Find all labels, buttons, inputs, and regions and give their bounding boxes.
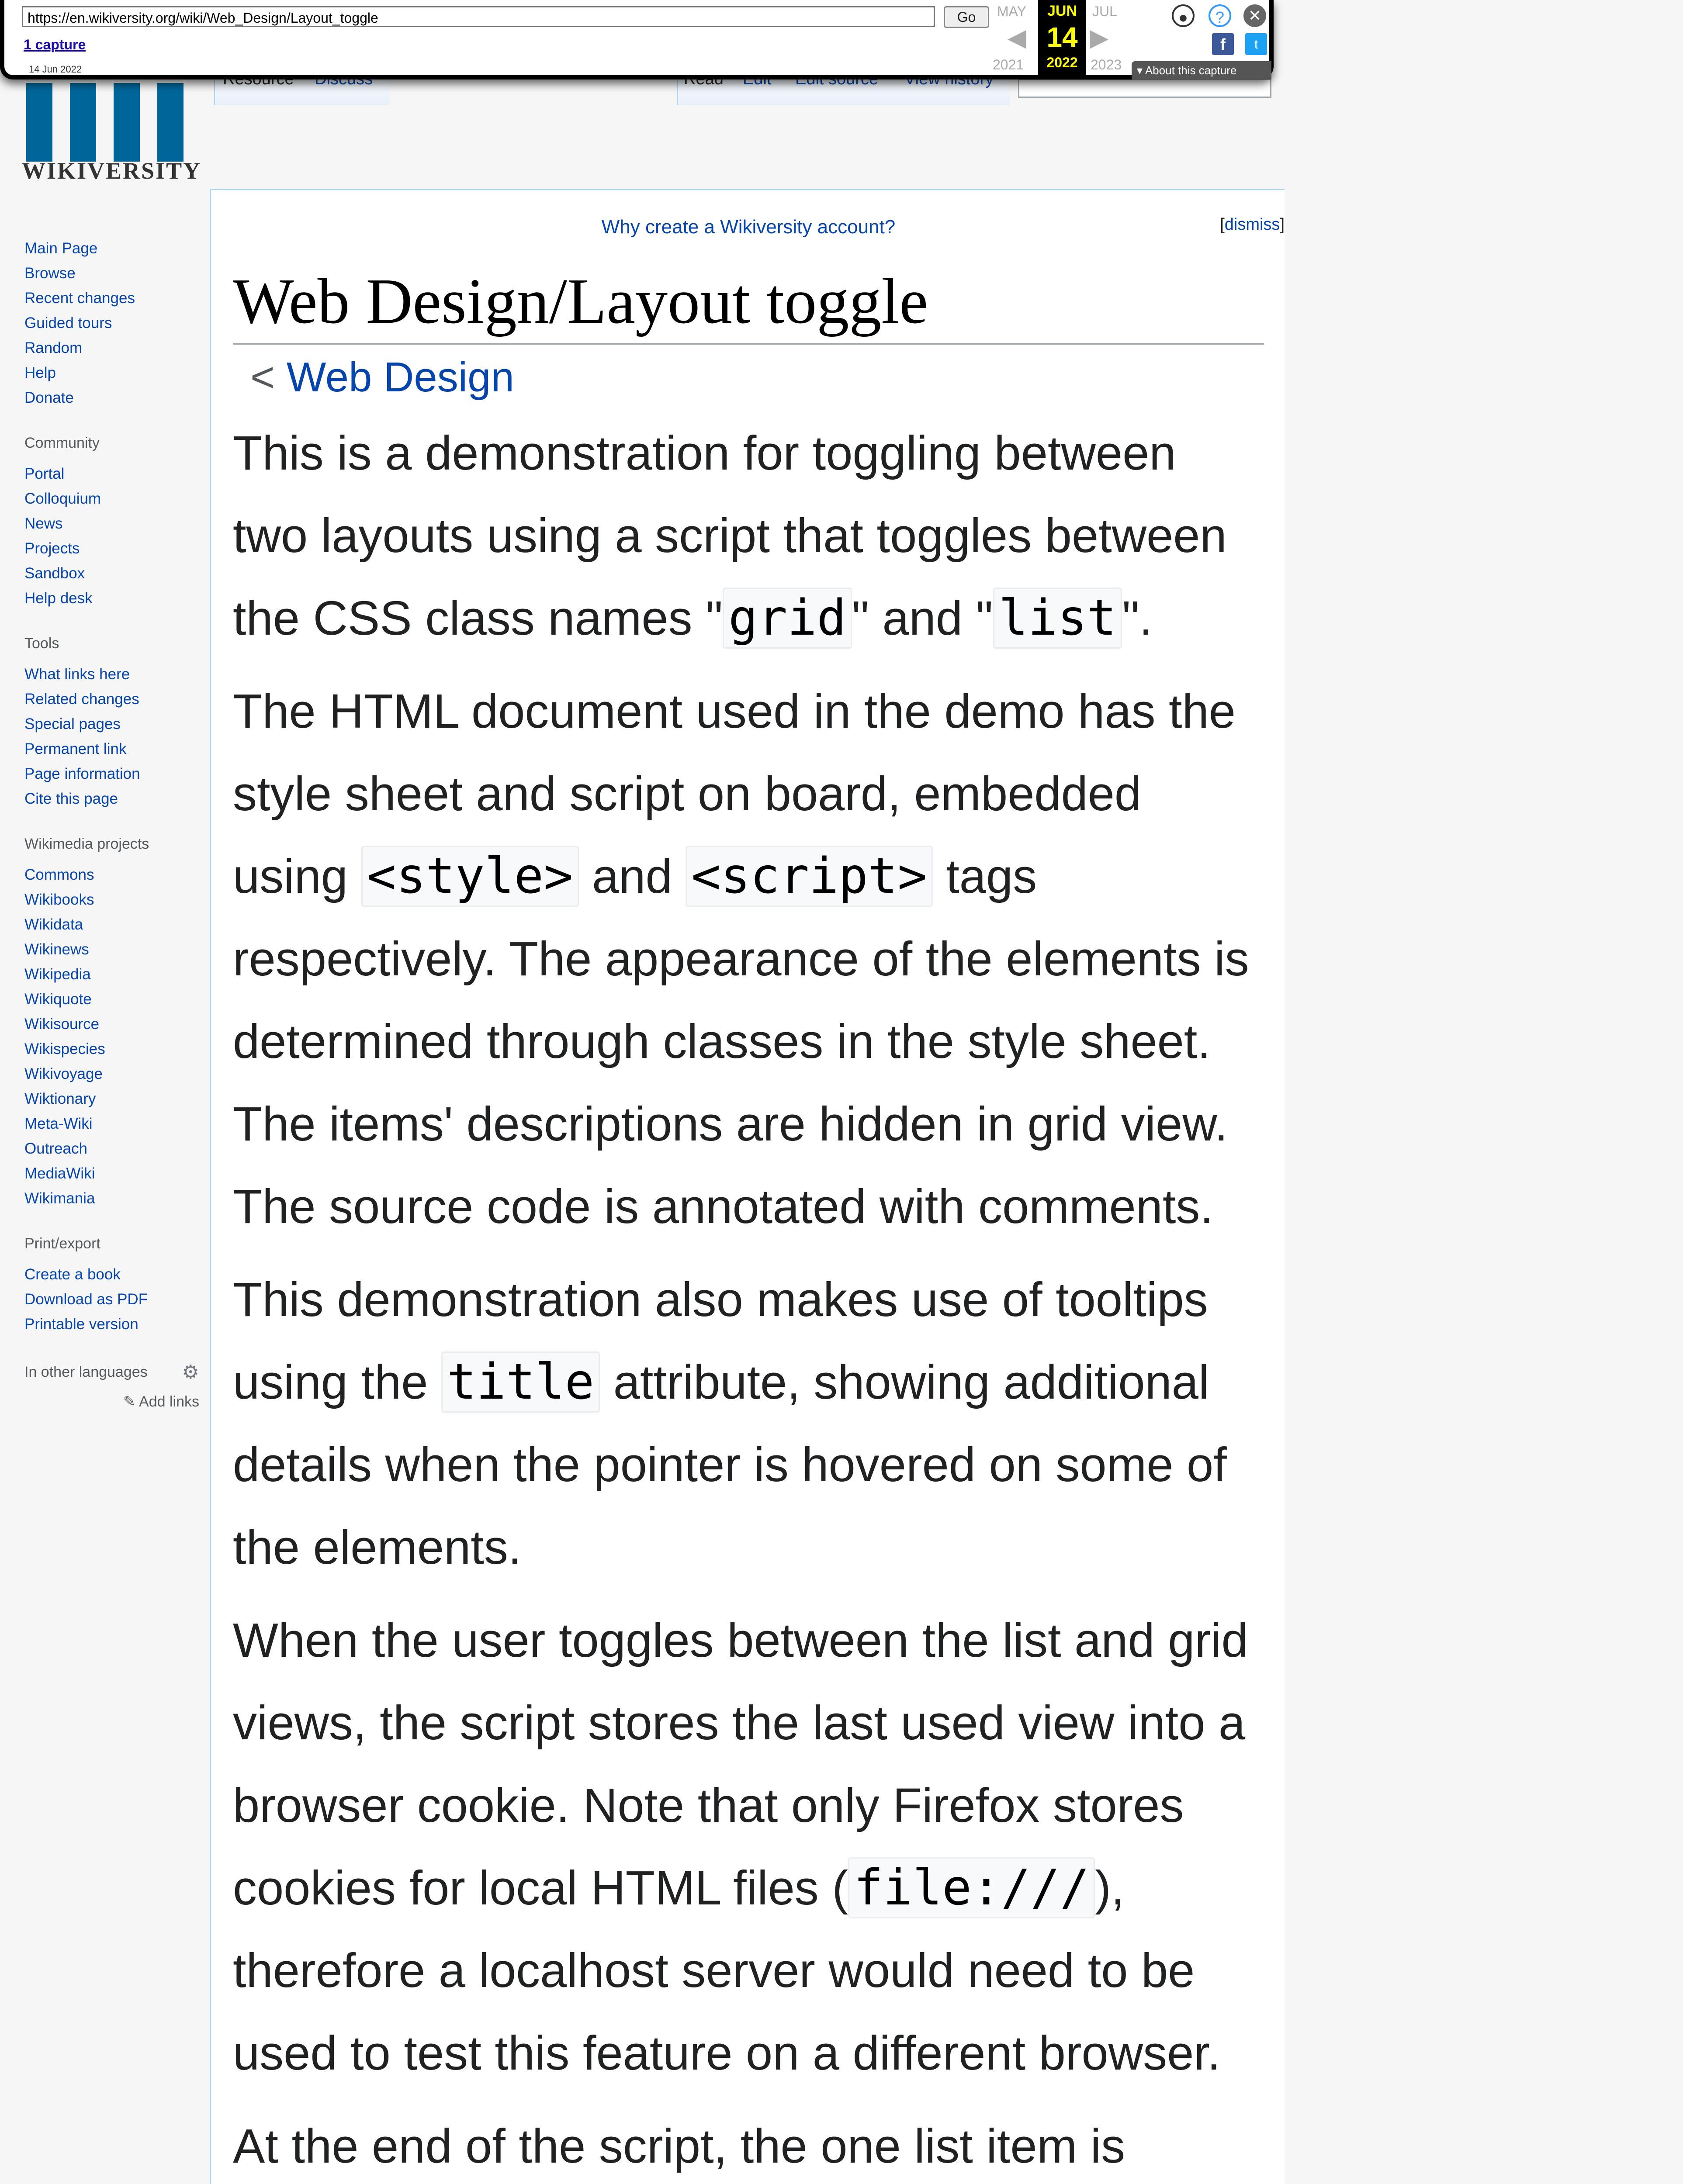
twitter-icon[interactable]: t [1245, 33, 1267, 55]
add-links-link[interactable] [24, 1393, 199, 1410]
dismiss-button[interactable]: dismiss [1224, 215, 1280, 234]
sidebar-item-news[interactable]: News [24, 515, 63, 532]
sidebar-item-wikiquote[interactable]: Wikiquote [24, 991, 92, 1008]
sidebar-item-create-a-book[interactable]: Create a book [24, 1266, 121, 1283]
code-script-tag: <script> [686, 846, 932, 907]
sidebar-item-meta-wiki[interactable]: Meta-Wiki [24, 1115, 93, 1132]
wayback-next-year: 2023 [1091, 57, 1122, 73]
paragraph-html-document: The HTML document used in the demo has the style sheet and script on board, embedded using <style> and <script> tags respectively. The appearance of the elements is determined through classes in the style sheet. The items' descriptions are hidden in grid view. The source code is annotated with comments. [233, 684, 1249, 1234]
sidebar-item-special-pages[interactable]: Special pages [24, 715, 121, 733]
sidebar-print-title: Print/export [24, 1235, 100, 1252]
sidebar-item-recent-changes[interactable]: Recent changes [24, 290, 135, 307]
code-file-protocol: file:/// [848, 1857, 1095, 1918]
breadcrumb [250, 353, 1264, 401]
sidebar-item-wikispecies[interactable]: Wikispecies [24, 1040, 105, 1057]
add-links-label: Add links [139, 1393, 199, 1410]
wikiversity-logo[interactable] [22, 61, 202, 184]
sidebar-item-wikidata[interactable]: Wikidata [24, 916, 83, 933]
search-input[interactable] [1018, 79, 1271, 98]
wayback-prev-year: 2021 [993, 57, 1024, 73]
wayback-go-button[interactable]: Go [944, 6, 989, 28]
sidebar-wikimedia-title: Wikimedia projects [24, 836, 149, 852]
sidebar-tools [24, 662, 199, 811]
sidebar-item-wikimania[interactable]: Wikimania [24, 1190, 95, 1207]
gear-icon[interactable]: ⚙ [182, 1362, 199, 1383]
sidebar-item-guided-tours[interactable]: Guided tours [24, 314, 112, 332]
sidebar-item-page-information[interactable]: Page information [24, 765, 140, 782]
sidebar-item-portal[interactable]: Portal [24, 465, 65, 482]
sidebar-item-outreach[interactable]: Outreach [24, 1140, 87, 1157]
sidebar-item-sandbox[interactable]: Sandbox [24, 565, 85, 582]
sidebar-community [24, 461, 199, 611]
wayback-prev-arrow-icon[interactable]: ◀ [1008, 24, 1027, 51]
wayback-captures-link[interactable]: 1 capture [24, 37, 86, 52]
wayback-next-month[interactable]: JUL [1092, 3, 1117, 19]
wayback-url-input[interactable]: https://en.wikiversity.org/wiki/Web_Design/Layout_toggle [22, 6, 935, 27]
sidebar-item-colloquium[interactable]: Colloquium [24, 490, 101, 507]
dismiss-notice: [dismiss] [1220, 215, 1285, 234]
breadcrumb-parent-link[interactable]: Web Design [286, 354, 514, 401]
sidebar-item-permanent-link[interactable]: Permanent link [24, 740, 127, 757]
sidebar-item-wikivoyage[interactable]: Wikivoyage [24, 1065, 103, 1082]
wayback-current-day: 14 [1046, 21, 1078, 53]
wayback-current-capture [1038, 0, 1086, 79]
sidebar-print [24, 1262, 199, 1337]
paragraph-multiplied: At the end of the script, the one list item is [233, 2119, 1125, 2173]
sidebar-item-cite-this-page[interactable]: Cite this page [24, 790, 118, 807]
code-grid: grid [723, 587, 852, 649]
sidebar-item-wikinews[interactable]: Wikinews [24, 941, 89, 958]
sidebar-item-what-links-here[interactable]: What links here [24, 666, 130, 683]
sidebar-item-commons[interactable]: Commons [24, 866, 94, 883]
about-capture-button[interactable]: ▾ About this capture [1132, 61, 1271, 79]
sidebar-languages-title [24, 1361, 199, 1386]
sidebar-item-donate[interactable]: Donate [24, 389, 74, 406]
article-body [233, 264, 1264, 2184]
wayback-capture-date: 14 Jun 2022 [29, 64, 82, 75]
sidebar-wikimedia [24, 862, 199, 1211]
paragraph-tooltips: This demonstration also makes use of tooltips using the title attribute, showing additional details when the pointer is hovered on some of the elements. [233, 1273, 1227, 1574]
code-list: list [993, 587, 1122, 649]
sidebar-item-download-as-pdf[interactable]: Download as PDF [24, 1291, 148, 1308]
wayback-toolbar [0, 0, 1274, 79]
wayback-current-year: 2022 [1046, 55, 1078, 70]
pencil-icon: ✎ [123, 1393, 136, 1410]
sidebar-item-wikibooks[interactable]: Wikibooks [24, 891, 94, 908]
sidebar-item-help-desk[interactable]: Help desk [24, 590, 93, 607]
paragraph-intro: This is a demonstration for toggling between two layouts using a script that toggles between the CSS class names " grid " and " list ". [233, 412, 1264, 660]
languages-label: In other languages [24, 1364, 148, 1380]
facebook-icon[interactable]: f [1212, 33, 1234, 55]
about-capture-label: About this capture [1145, 64, 1237, 77]
close-icon[interactable]: ✕ [1243, 4, 1266, 27]
sidebar [24, 236, 199, 1410]
wayback-current-month: JUN [1047, 3, 1077, 19]
help-icon[interactable]: ? [1209, 4, 1231, 27]
sidebar-item-printable-version[interactable]: Printable version [24, 1316, 139, 1333]
sidebar-item-random[interactable]: Random [24, 339, 83, 356]
breadcrumb-prefix: < [250, 354, 275, 401]
logo-bars [22, 83, 188, 162]
code-title-attr: title [441, 1351, 600, 1413]
site-notice-link[interactable]: Why create a Wikiversity account? [601, 216, 896, 238]
sidebar-item-wiktionary[interactable]: Wiktionary [24, 1090, 96, 1107]
wayback-prev-month[interactable]: MAY [997, 3, 1026, 19]
sidebar-item-help[interactable]: Help [24, 364, 56, 381]
sidebar-item-related-changes[interactable]: Related changes [24, 691, 139, 708]
wayback-next-arrow-icon[interactable]: ▶ [1090, 24, 1109, 51]
logo-text: WIKIVERSITY [22, 158, 202, 184]
page-title: Web Design/Layout toggle [233, 264, 1264, 345]
sidebar-item-projects[interactable]: Projects [24, 540, 80, 557]
sidebar-community-title: Community [24, 435, 100, 451]
sidebar-item-mediawiki[interactable]: MediaWiki [24, 1165, 95, 1182]
sidebar-nav [24, 236, 199, 410]
sidebar-tools-title: Tools [24, 635, 59, 652]
content-area [210, 189, 1285, 2184]
sidebar-item-wikisource[interactable]: Wikisource [24, 1016, 100, 1033]
sidebar-item-wikipedia[interactable]: Wikipedia [24, 966, 91, 983]
sidebar-item-main-page[interactable]: Main Page [24, 240, 98, 257]
user-account-icon[interactable]: ● [1172, 4, 1195, 27]
paragraph-cookies: When the user toggles between the list and grid views, the script stores the last used view into a browser cookie. Note that only Firefox stores cookies for local HTML files ( file:/// ), therefore a localhost server would need to be used to test this feature on a different browser. [233, 1614, 1248, 2080]
code-style-tag: <style> [361, 846, 579, 907]
sidebar-item-browse[interactable]: Browse [24, 265, 76, 282]
